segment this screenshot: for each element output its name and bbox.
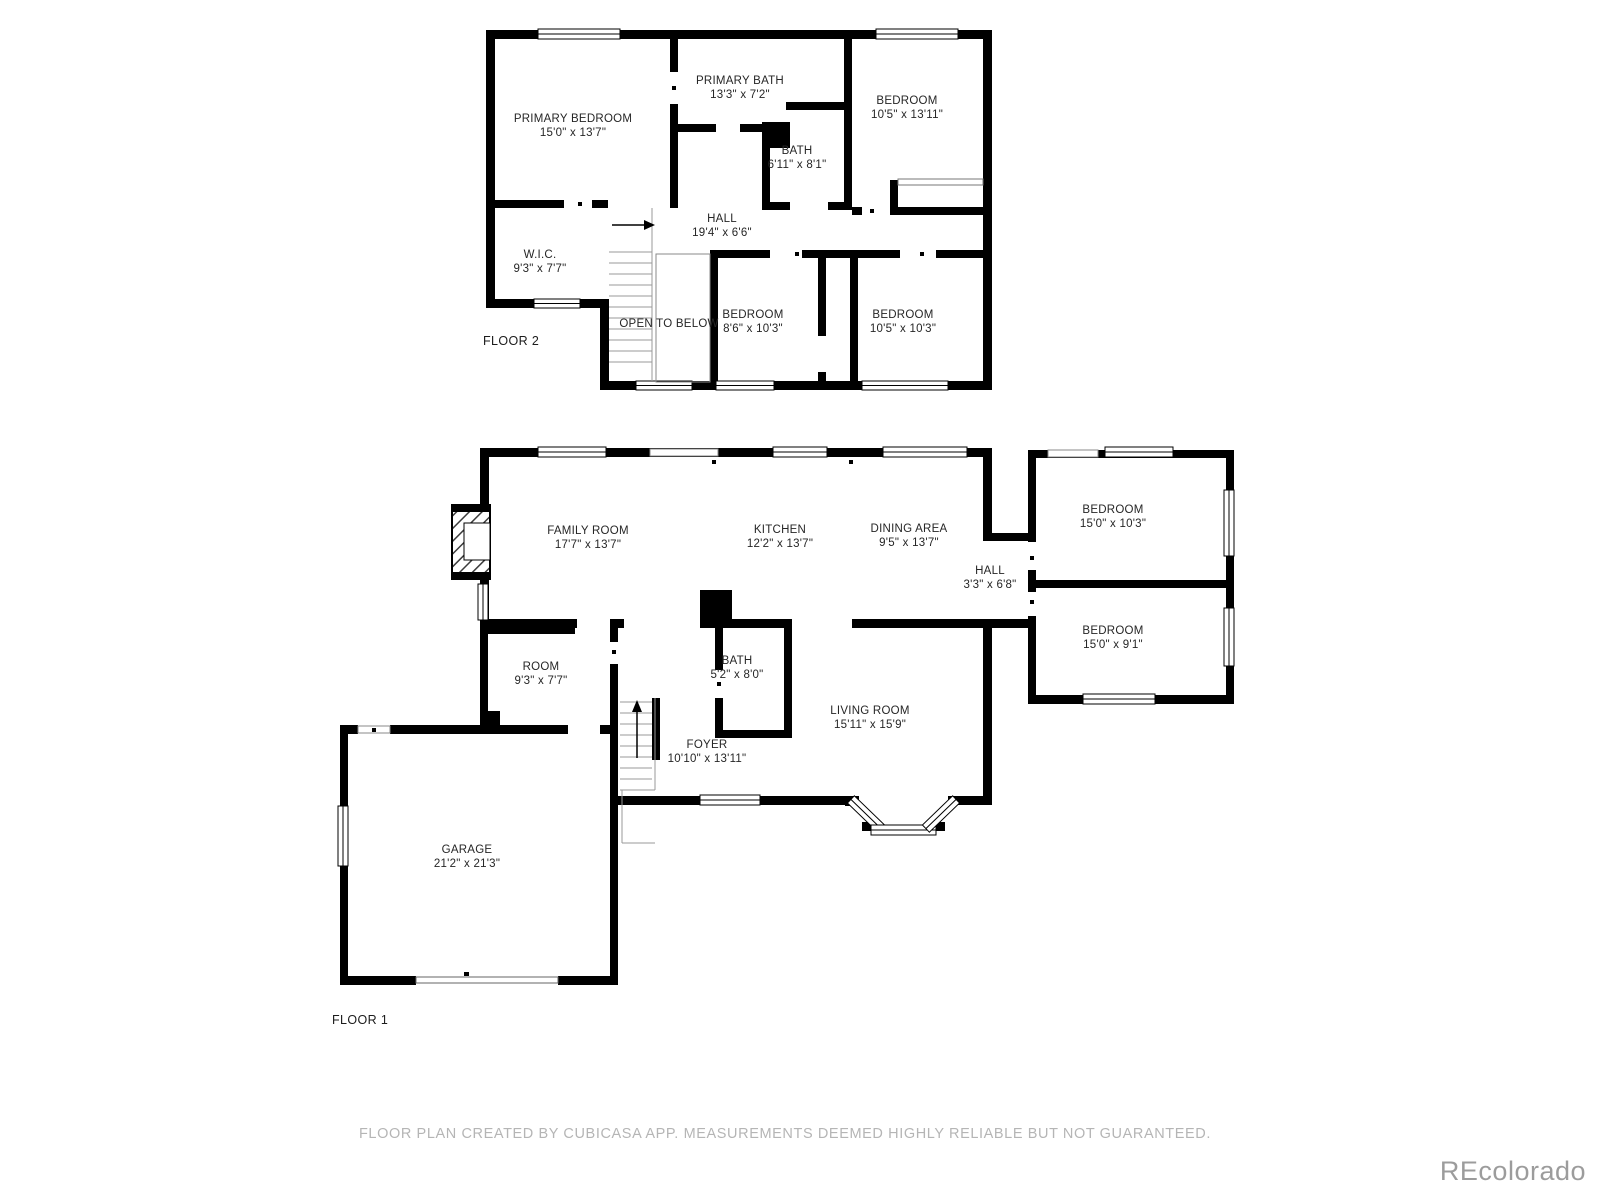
room-label-primary-bath xyxy=(696,74,784,102)
room-name: BEDROOM xyxy=(872,309,934,321)
room-label-foyer xyxy=(668,738,747,766)
room-dims: 21'2" x 21'3" xyxy=(433,858,501,870)
room-dims: 15'11" x 15'9" xyxy=(833,719,907,731)
room-label-wic xyxy=(513,248,566,276)
room-name: BATH xyxy=(721,655,753,667)
room-name: LIVING ROOM xyxy=(830,705,910,717)
room-name: FOYER xyxy=(686,739,728,751)
room-label-bedroom-bottom-right xyxy=(870,308,936,336)
room-dims: 13'3" x 7'2" xyxy=(710,89,770,101)
room-dims: 8'6" x 10'3" xyxy=(723,323,783,335)
room-label-bath-floor1 xyxy=(710,654,763,682)
fireplace xyxy=(452,505,490,579)
room-dims: 9'5" x 13'7" xyxy=(879,537,939,549)
room-dims: 10'10" x 13'11" xyxy=(667,753,747,765)
room-dims: 12'2" x 13'7" xyxy=(746,538,814,550)
room-label-room xyxy=(514,660,567,688)
room-label-bedroom-top-right xyxy=(871,94,943,122)
room-label-bedroom-wing-bottom xyxy=(1082,624,1143,652)
room-label-bedroom-bottom-middle xyxy=(722,308,783,336)
room-label-living-room xyxy=(830,704,909,732)
room-label-dining-area xyxy=(871,522,948,550)
room-name: HALL xyxy=(975,565,1005,577)
room-name: ROOM xyxy=(522,661,560,673)
room-label-bath-floor2 xyxy=(768,144,827,172)
room-name: DINING AREA xyxy=(870,523,948,535)
room-dims: 19'4" x 6'6" xyxy=(692,227,752,239)
room-name: OPEN TO BELOW xyxy=(619,318,719,330)
room-label-primary-bedroom xyxy=(514,112,632,140)
room-dims: 6'11" x 8'1" xyxy=(767,159,827,171)
room-label-bedroom-wing-top xyxy=(1080,503,1146,531)
room-name: BATH xyxy=(781,145,813,157)
room-name: PRIMARY BATH xyxy=(696,75,784,87)
room-name: FAMILY ROOM xyxy=(547,525,629,537)
floor1-stairs xyxy=(620,698,655,843)
room-dims: 17'7" x 13'7" xyxy=(554,539,622,551)
label-open-to-below xyxy=(619,317,718,331)
room-dims: 15'0" x 9'1" xyxy=(1083,639,1143,651)
room-dims: 5'2" x 8'0" xyxy=(710,669,764,681)
room-name: GARAGE xyxy=(441,844,493,856)
floor2-tag: FLOOR 2 xyxy=(483,334,540,348)
room-name: BEDROOM xyxy=(1082,625,1144,637)
room-name: BEDROOM xyxy=(722,309,784,321)
room-dims: 3'3" x 6'8" xyxy=(963,579,1017,591)
room-name: BEDROOM xyxy=(876,95,938,107)
room-dims: 9'3" x 7'7" xyxy=(514,675,568,687)
room-name: W.I.C. xyxy=(523,249,557,261)
room-dims: 10'5" x 10'3" xyxy=(869,323,937,335)
room-label-garage xyxy=(434,843,500,871)
room-name: KITCHEN xyxy=(753,524,807,536)
room-dims: 15'0" x 10'3" xyxy=(1079,518,1147,530)
room-dims: 9'3" x 7'7" xyxy=(513,263,567,275)
room-label-hall-floor1 xyxy=(963,564,1016,592)
room-name: PRIMARY BEDROOM xyxy=(513,113,633,125)
room-name: BEDROOM xyxy=(1082,504,1144,516)
room-dims: 10'5" x 13'11" xyxy=(870,109,944,121)
room-label-kitchen xyxy=(747,523,813,551)
room-name: HALL xyxy=(707,213,737,225)
room-label-hall-floor2 xyxy=(692,212,752,240)
room-dims: 15'0" x 13'7" xyxy=(539,127,607,139)
disclaimer-text: FLOOR PLAN CREATED BY CUBICASA APP. MEASUREMENTS DEEMED HIGHLY RELIABLE BUT NOT GUARANTEED. xyxy=(358,1126,1212,1142)
room-label-family-room xyxy=(547,524,629,552)
floor1-tag: FLOOR 1 xyxy=(332,1013,389,1027)
recolorado-watermark: REcolorado xyxy=(1439,1156,1586,1186)
